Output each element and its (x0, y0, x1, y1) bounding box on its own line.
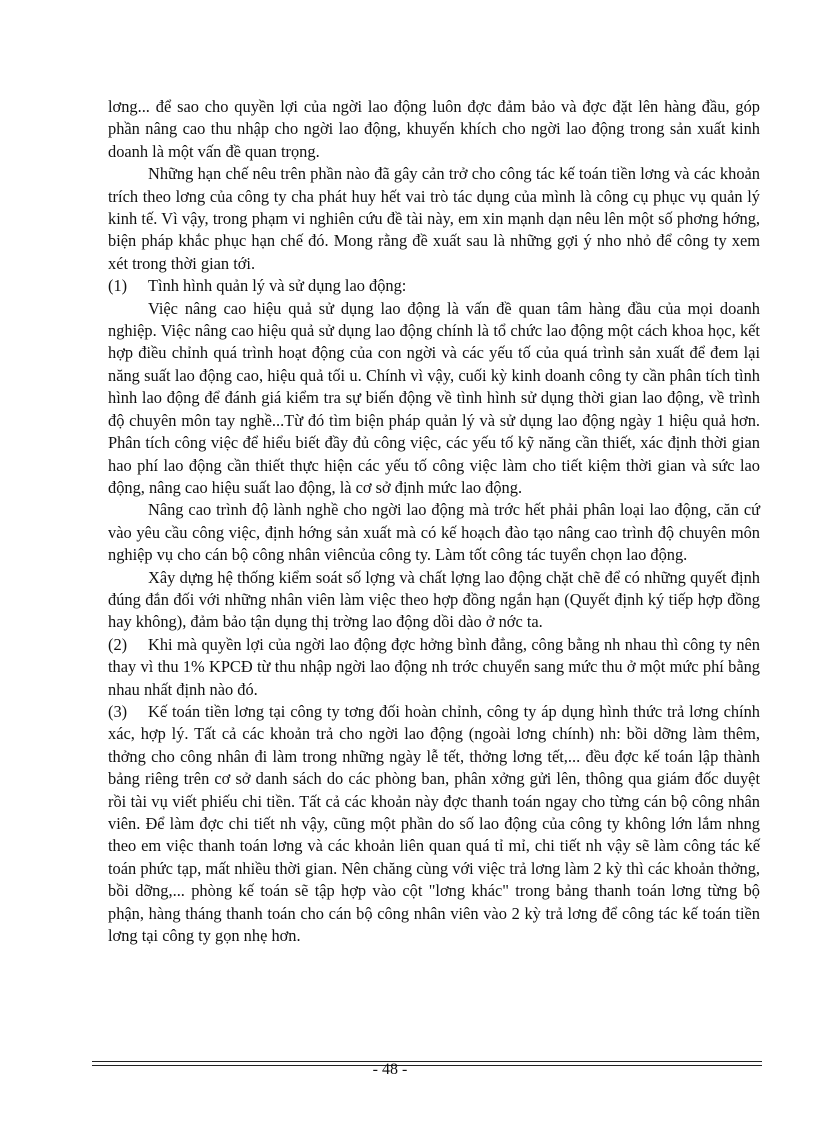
item-heading-text: Tình hình quản lý và sử dụng lao động: (148, 276, 407, 296)
page-number: - 48 - (372, 1061, 408, 1078)
document-body (108, 96, 760, 947)
item-text: Khi mà quyền lợi của ngời lao động đợc hởng bình đẳng, công bằng nh nhau thì công ty nên thay vì thu 1% KPCĐ từ thu nhập ngời lao động nh trớc chuyển sang mức thu ở một mức phí bằng nhau nhất định nào đó. (108, 634, 760, 699)
paragraph-labor-efficiency: Việc nâng cao hiệu quả sử dụng lao động là vấn đề quan tâm hàng đầu của mọi doanh nghiệp. Việc nâng cao hiệu quả sử dụng lao động chính là tổ chức lao động một cách khoa học, kết hợp điều chỉnh quá trình hoạt động của con ngời và các yếu tố của quá trình sản xuất để đem lại năng suất lao động cao, hiệu quả tối u. Chính vì vậy, cuối kỳ kinh doanh công ty cần phân tích tình hình lao động để đánh giá kiểm tra sự biến động về tình hình sử dụng thời gian lao động, về trình độ chuyên môn tay nghề...Từ đó tìm biện pháp quản lý và sử dụng lao động ngày 1 hiệu quả hơn. Phân tích công việc để hiểu biết đầy đủ công việc, các yếu tố kỹ năng cần thiết, xác định thời gian hao phí lao động cần thiết thực hiện các yếu tố công việc làm cho tiết kiệm thời gian và sức lao động, nâng cao hiệu suất lao động, là cơ sở định mức lao động. (108, 298, 760, 497)
item-number: (2) (108, 634, 128, 654)
numbered-item-3 (108, 701, 760, 947)
paragraph-continuation: lơng... để sao cho quyền lợi của ngời lao động luôn đợc đảm bảo và đợc đặt lên hàng đầu, góp phần nâng cao thu nhập cho ngời lao động, khuyến khích cho ngời lao động trong sản xuất kinh doanh là một vấn đề quan trọng. (108, 97, 760, 161)
item-number: (1) (108, 276, 128, 296)
item-number: (3) (108, 701, 128, 721)
item-text: Kế toán tiền lơng tại công ty tơng đối hoàn chỉnh, công ty áp dụng hình thức trả lơng chính xác, hợp lý. Tất cả các khoản trả cho ngời lao động (ngoài lơng chính) nh: bồi dỡng làm thêm, thởng cho công nhân đi làm trong những ngày lễ tết, thởng lơng tết,... đều đợc kế toán lập thành bảng riêng trên cơ sở danh sách do các phòng ban, phân xởng gửi lên, thông qua giám đốc duyệt rồi tài vụ viết phiếu chi tiền. Tất cả các khoản này đợc thanh toán ngay cho từng cán bộ công nhân viên. Để làm đợc chi tiết nh vậy, cũng một phần do số lao động của công ty không lớn lắm nhng theo em việc thanh toán lơng và các khoản liên quan quá tỉ mỉ, chi tiết nh vậy sẽ làm công tác kế toán phức tạp, mất nhiều thời gian. Nên chăng cùng với việc trả lơng làm 2 kỳ thì các khoản thởng, bồi dỡng,... phòng kế toán sẽ tập hợp vào cột "lơng khác" trong bảng thanh toán lơng từng bộ phận, hàng tháng thanh toán cho cán bộ công nhân viên vào 2 kỳ trả lơng để công tác kế toán tiền lơng tại công ty gọn nhẹ hơn. (108, 701, 760, 946)
paragraph-quality-control: Xây dựng hệ thống kiểm soát số lợng và chất lợng lao động chặt chẽ để có những quyết định đúng đắn đối với những nhân viên làm việc theo hợp đồng ngắn hạn (Quyết định ký tiếp hợp đồng hay không), đảm bảo tận dụng thị trờng lao động dồi dào ở nớc ta. (108, 567, 760, 632)
paragraph-skill-training: Nâng cao trình độ lành nghề cho ngời lao động mà trớc hết phải phân loại lao động, căn cứ vào yêu cầu công việc, định hớng sản xuất mà có kế hoạch đào tạo nâng cao trình độ chuyên môn nghiệp vụ cho cán bộ công nhân viêncủa công ty. Làm tốt công tác tuyển chọn lao động. (108, 500, 760, 565)
numbered-item-2 (108, 634, 760, 701)
paragraph-limitations: Những hạn chế nêu trên phần nào đã gây cản trở cho công tác kế toán tiền lơng và các khoản trích theo lơng của công ty cha phát huy hết vai trò tác dụng của mình là công cụ phục vụ quản lý kinh tế. Vì vậy, trong phạm vi nghiên cứu đề tài này, em xin mạnh dạn nêu lên một số phơng hớng, biện pháp khắc phục hạn chế đó. Mong rằng đề xuất sau là những gợi ý nho nhỏ để công ty xem xét trong thời gian tới. (108, 164, 760, 273)
numbered-heading-1 (108, 275, 760, 297)
